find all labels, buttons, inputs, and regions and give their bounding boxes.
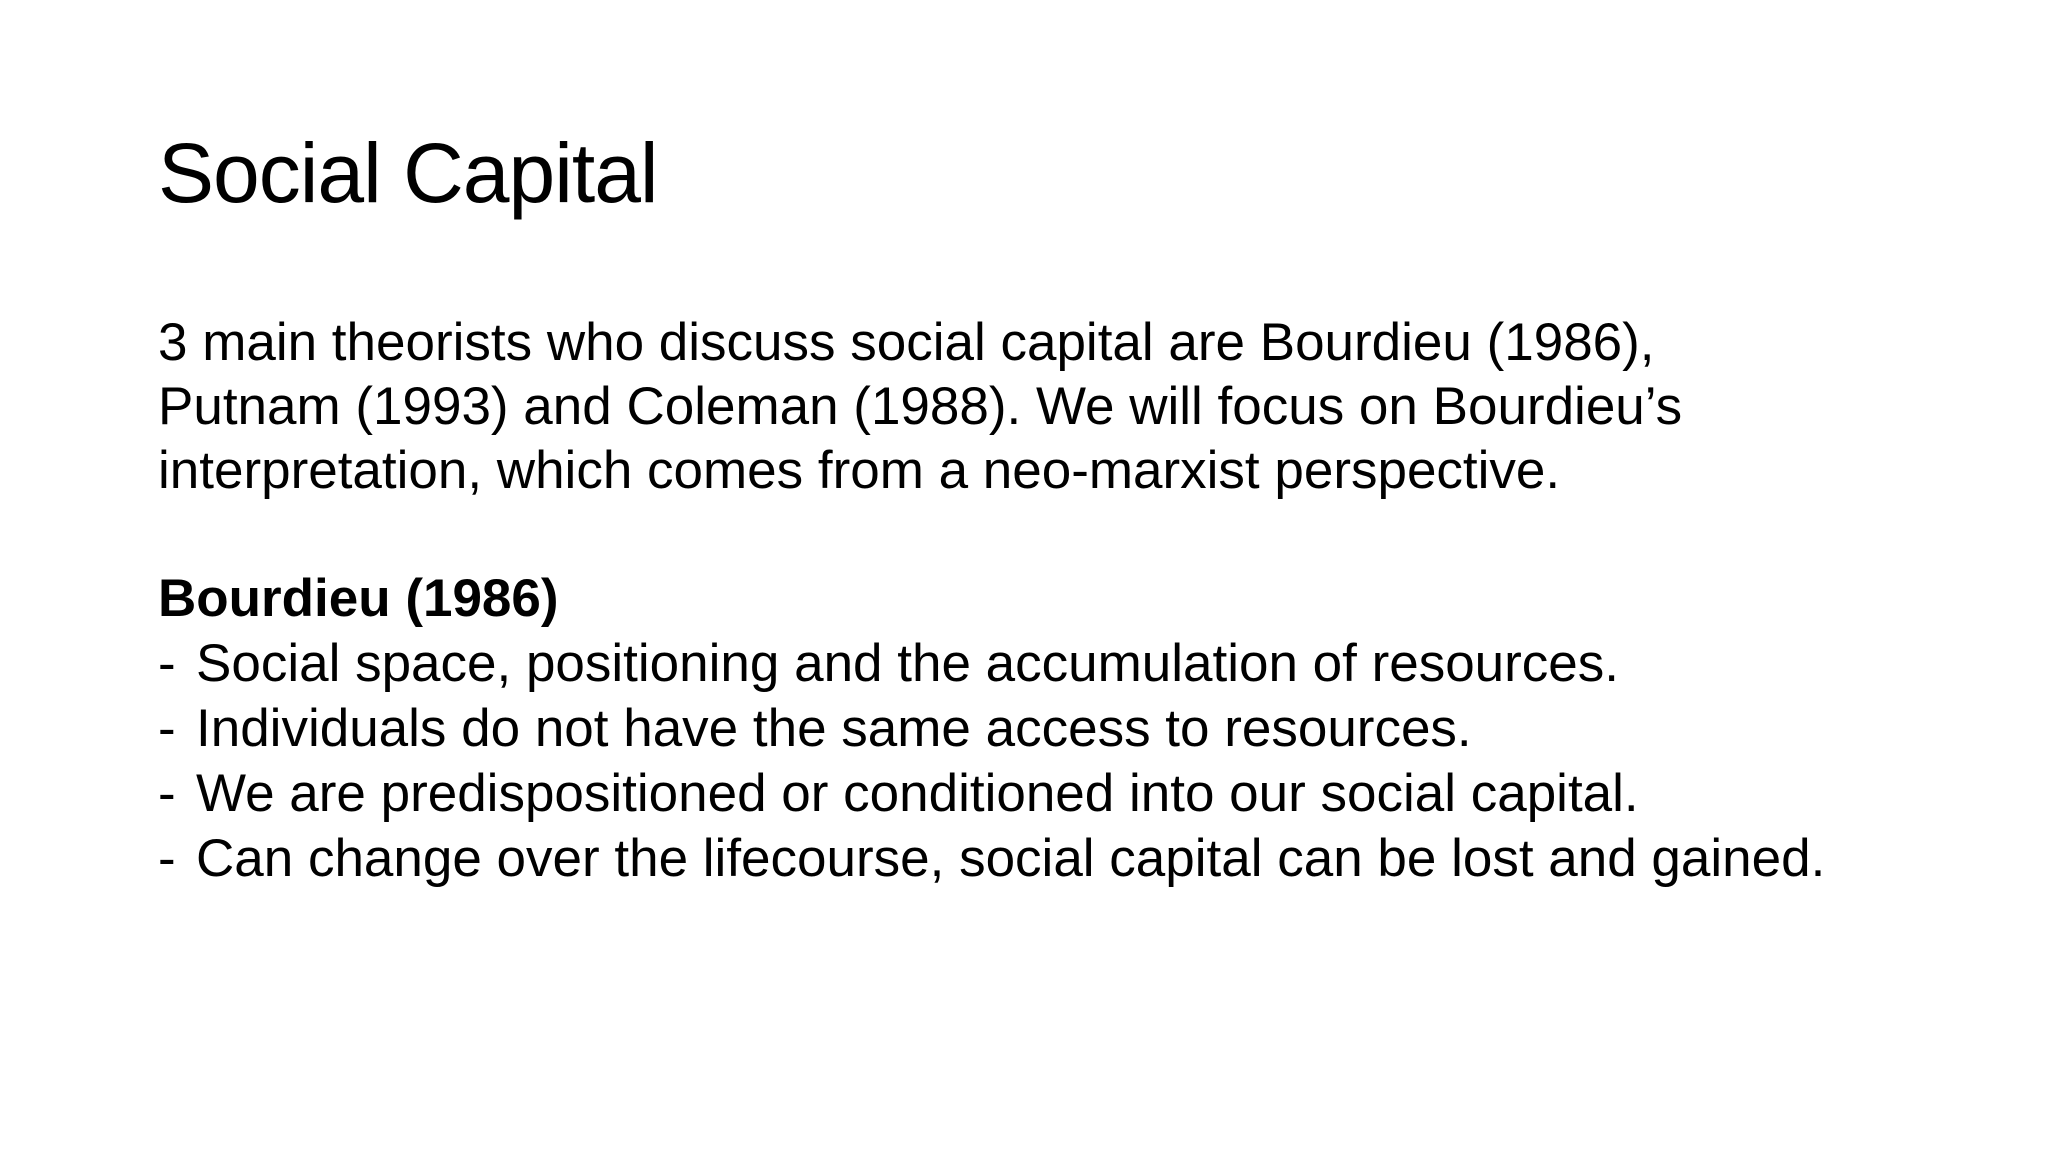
section-heading: Bourdieu (1986) — [158, 569, 559, 628]
bullet-item — [158, 826, 1958, 891]
slide-title: Social Capital — [158, 126, 658, 220]
intro-line: 3 main theorists who discuss social capital are Bourdieu (1986), — [158, 313, 1655, 372]
bullet-item — [158, 761, 1958, 826]
bullet-marker: - — [158, 829, 176, 888]
bullet-item — [158, 696, 1958, 761]
intro-line: Putnam (1993) and Coleman (1988). We will focus on Bourdieu’s — [158, 377, 1683, 436]
bullet-text: Can change over the lifecourse, social capital can be lost and gained. — [196, 829, 1826, 888]
bullet-marker: - — [158, 634, 176, 693]
intro-paragraph — [158, 311, 1958, 503]
bullet-marker: - — [158, 699, 176, 758]
slide-body — [158, 311, 1958, 891]
intro-line: interpretation, which comes from a neo-marxist perspective. — [158, 441, 1561, 500]
bullet-marker: - — [158, 764, 176, 823]
bullet-list — [158, 631, 1958, 891]
bullet-text: Individuals do not have the same access to resources. — [196, 699, 1472, 758]
bullet-text: We are predispositioned or conditioned into our social capital. — [196, 764, 1639, 823]
bullet-item — [158, 631, 1958, 696]
bullet-text: Social space, positioning and the accumulation of resources. — [196, 634, 1620, 693]
